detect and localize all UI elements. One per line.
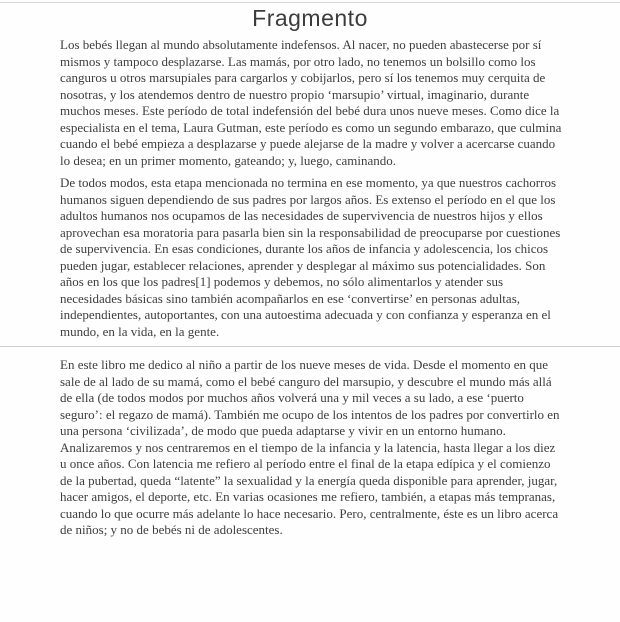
page-title: Fragmento — [252, 5, 368, 31]
section-divider — [0, 346, 620, 347]
top-border — [0, 2, 620, 3]
text-section-2 — [60, 357, 562, 539]
text-section-1 — [60, 37, 562, 340]
paragraph-1: Los bebés llegan al mundo absolutamente indefensos. Al nacer, no pueden abastecerse por sí mismos y tampoco desplazarse. Las mamás, por otro lado, no tenemos un bolsillo como los canguros u otros marsupiales para cargarlos y cobijarlos, pero sí los tenemos muy cerquita de nosotras, y los atendemos dentro de nuestro propio ‘marsupio’ virtual, imaginario, durante muchos meses. Este período de total indefensión del bebé dura unos nueve meses. Como dice la especialista en el tema, Laura Gutman, este período es como un segundo embarazo, que culmina cuando el bebé empieza a desplazarse y puede alejarse de la madre y volver a acercarse cuando lo desea; en un primer momento, gateando; y, luego, caminando. — [60, 37, 562, 168]
paragraph-3: En este libro me dedico al niño a partir de los nueve meses de vida. Desde el momento en que sale de al lado de su mamá, como el bebé canguro del marsupio, y descubre el mundo más allá de ella (de todos modos por muchos años volverá una y mil veces a su lado, a ese ‘puerto seguro’: el regazo de mamá). También me ocupo de los intentos de los padres por convertirlo en una persona ‘civilizada’, de modo que pueda adaptarse y vivir en un entorno humano. Analizaremos y nos centraremos en el tiempo de la infancia y la latencia, hasta llegar a los diez u once años. Con latencia me refiero al período entre el final de la etapa edípica y el comienzo de la pubertad, queda “latente” la sexualidad y la energía queda disponible para aprender, jugar, hacer amigos, el deporte, etc. En varias ocasiones me refiero, también, a etapas más tempranas, cuando lo que ocurre más adelante lo hace necesario. Pero, centralmente, éste es un libro acerca de niños; y no de bebés ni de adolescentes. — [60, 357, 560, 537]
paragraph-2: De todos modos, esta etapa mencionada no termina en ese momento, ya que nuestros cachorros humanos siguen dependiendo de sus padres por largos años. Es extenso el período en el que los adultos humanos nos ocupamos de las necesidades de supervivencia de nuestros hijos y ellos aprovechan esa moratoria para pasarla bien sin la responsabilidad de preocuparse por cuestiones de supervivencia. En esas condiciones, durante los años de infancia y adolescencia, los chicos pueden jugar, establecer relaciones, aprender y desplegar al máximo sus potencialidades. Son años en los que los padres[1] podemos y debemos, no sólo alimentarlos y atender sus necesidades básicas sino también acompañarlos en ese ‘convertirse’ en personas adultas, independientes, autoportantes, con una autoestima adecuada y con confianza y esperanza en el mundo, en la vida, en la gente. — [60, 175, 561, 339]
